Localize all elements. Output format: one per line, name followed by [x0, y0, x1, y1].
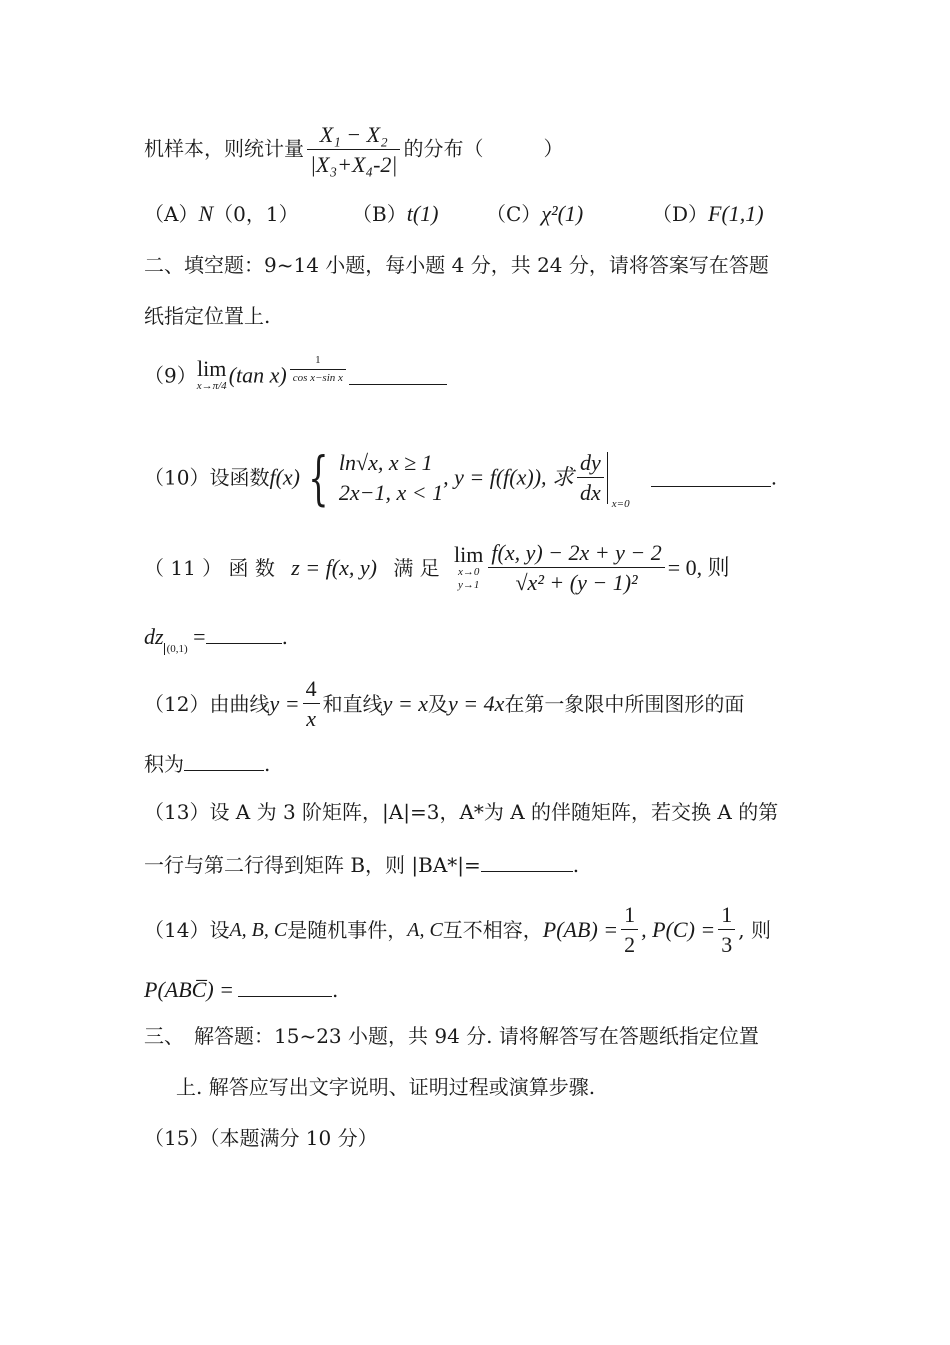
question-12-answer: 积为 .	[144, 752, 271, 776]
derivative-fraction: $\frac{dy}{dx}$	[577, 450, 604, 506]
answer-blank-14[interactable]	[238, 978, 332, 997]
left-brace: {	[308, 443, 329, 512]
evaluation-bar: x=0	[607, 452, 611, 504]
option-c: （C）χ²(1)	[486, 201, 584, 226]
answer-blank-10[interactable]	[651, 468, 771, 487]
stem-suffix: 的分布（ ）	[403, 136, 564, 161]
question-15-heading: （15）（本题满分 10 分）	[144, 1126, 378, 1150]
section2-heading-cont: 纸指定位置上.	[144, 304, 271, 328]
answer-blank-12[interactable]	[184, 752, 264, 771]
stem-text: 机样本，则统计量	[144, 136, 304, 161]
curve-fraction: $\frac{4}{x}$	[303, 676, 320, 732]
question-14-answer: P(ABC̅) = .	[144, 977, 339, 1002]
section3-heading: 三、 解答题：15~23 小题，共 94 分. 请将解答写在答题纸指定位置	[144, 1024, 759, 1048]
probability-fraction-1: $\frac{1}{2}$	[621, 902, 638, 958]
question8-stem-tail	[144, 122, 563, 178]
question-13-answer: 一行与第二行得到矩阵 B，则 |BA*|= .	[144, 853, 580, 877]
statistic-fraction	[307, 122, 400, 178]
piecewise-cases: ln√x, x ≥ 1 2x−1, x < 1	[338, 450, 444, 505]
limit-operator: lim x→π/4	[196, 356, 227, 392]
answer-blank-9[interactable]	[349, 366, 447, 385]
question-11-answer: dz $_{(0,1)}$ = .	[144, 624, 288, 655]
question-9: （9） lim x→π/4 (tan x) $\frac{1}{\text{cos x−sin x}}$	[144, 358, 447, 393]
section3-heading-cont: 上. 解答应写出文字说明、证明过程或演算步骤.	[176, 1075, 596, 1099]
option-a: （A）N（0，1）	[144, 201, 299, 226]
question-12: （12）由曲线y = $\frac{4}{x}$ 和直线y = x及y = 4x在第一象限中所围图形的面	[144, 676, 745, 732]
probability-fraction-2: $\frac{1}{3}$	[718, 902, 735, 958]
limit-fraction-11: $\frac{f(x, y) - 2x + y - 2}{\text{√x² + (y − 1)²}}$	[488, 540, 664, 596]
limit-operator-11: lim x→0 y→1	[454, 542, 484, 591]
question-10: （10）设函数f(x) { ln√x, x ≥ 1 2x−1, x < 1 , y = f(f(x)), 求 $\frac{dy}{dx}$ x=0 .	[144, 443, 778, 512]
question-14: （14）设A, B, C是随机事件，A, C互不相容，P(AB) = $\frac{1}{2}$ , P(C) = $\frac{1}{3}$ , 则	[144, 902, 771, 958]
limit-exponent: $\frac{1}{\text{cos x−sin x}}$	[290, 354, 346, 384]
question-11: （ 11 ） 函 数 z = f(x, y) 满 足 lim x→0 y→1 $\frac{f(x, y) - 2x + y - 2}{\text{√x² + (y − 1)²}}$ = 0, 则	[144, 540, 730, 596]
limit-base: (tan x)	[228, 362, 287, 388]
section2-heading: 二、填空题：9~14 小题，每小题 4 分，共 24 分，请将答案写在答题	[144, 253, 769, 277]
fraction-numerator: X₁ − X₂	[307, 122, 400, 150]
answer-blank-11[interactable]	[206, 625, 282, 644]
option-d: （D）F(1,1)	[652, 201, 764, 226]
answer-blank-13[interactable]	[481, 853, 573, 872]
question-13: （13）设 A 为 3 阶矩阵，|A|=3，A*为 A 的伴随矩阵，若交换 A 的第	[144, 800, 779, 824]
option-b: （B）t(1)	[352, 201, 439, 226]
fraction-denominator: |X₃+X₄-2|	[310, 152, 398, 178]
